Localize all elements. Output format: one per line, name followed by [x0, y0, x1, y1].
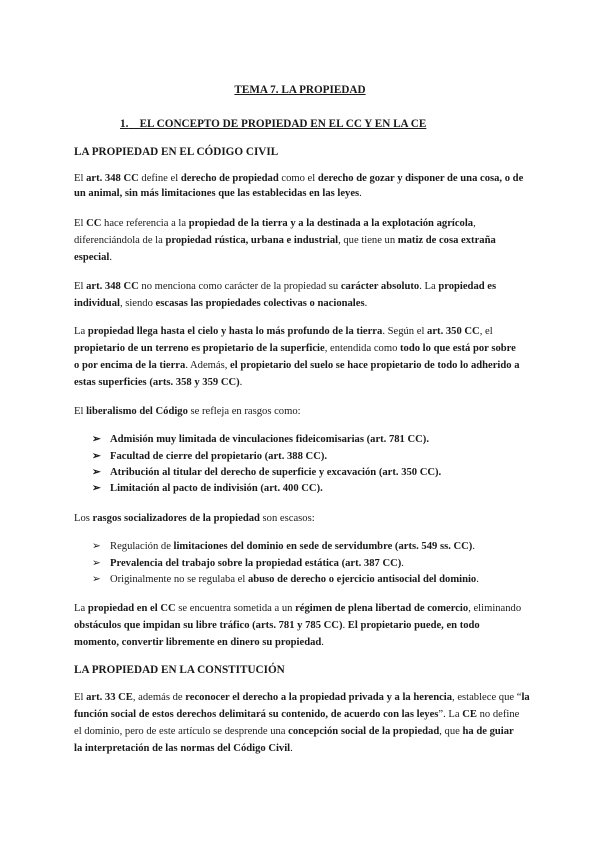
arrow-bullet-icon: ➢: [92, 483, 101, 494]
paragraph-6: Los rasgos socializadores de la propiedad son escasos:: [74, 513, 315, 524]
list-2-item: ➢ Regulación de limitaciones del dominio en sede de servidumbre (arts. 549 ss. CC).: [92, 541, 475, 552]
list-1-item: ➢ Limitación al pacto de indivisión (art. 400 CC).: [92, 483, 323, 494]
arrow-bullet-icon: ➢: [92, 434, 101, 445]
list-1-item: ➢ Facultad de cierre del propietario (art. 388 CC).: [92, 451, 328, 462]
arrow-bullet-icon: ➢: [92, 451, 101, 462]
heading-codigo-civil: LA PROPIEDAD EN EL CÓDIGO CIVIL: [74, 146, 279, 158]
paragraph-8-line-4: la interpretación de las normas del Código Civil.: [74, 743, 293, 754]
paragraph-2-line-3: especial.: [74, 252, 112, 263]
list-2-item: ➢ Originalmente no se regulaba el abuso de derecho o ejercicio antisocial del dominio.: [92, 574, 479, 585]
paragraph-8-line-1: El art. 33 CE, además de reconocer el derecho a la propiedad privada y a la herencia, establece que “la: [74, 692, 530, 703]
paragraph-2-line-2: diferenciándola de la propiedad rústica, urbana e industrial, que tiene un matiz de cosa extraña: [74, 235, 496, 246]
paragraph-7-line-2: obstáculos que impidan su libre tráfico (arts. 781 y 785 CC). El propietario puede, en todo: [74, 620, 480, 631]
section-heading-1: [120, 117, 426, 131]
list-2-item: ➢ Prevalencia del trabajo sobre la propiedad estática (art. 387 CC).: [92, 558, 404, 569]
paragraph-1-line-1: El art. 348 CC define el derecho de propiedad como el derecho de gozar y disponer de una cosa, o de: [74, 173, 524, 184]
paragraph-4-line-3: o por encima de la tierra. Además, el propietario del suelo se hace propietario de todo lo adherido a: [74, 360, 520, 371]
paragraph-5: El liberalismo del Código se refleja en rasgos como:: [74, 406, 301, 417]
document-title: TEMA 7. LA PROPIEDAD: [234, 84, 366, 96]
section-number: 1.: [120, 118, 129, 130]
arrow-bullet-icon: ➢: [92, 467, 101, 478]
arrow-bullet-icon: ➢: [92, 541, 101, 552]
paragraph-3-line-1: El art. 348 CC no menciona como carácter de la propiedad su carácter absoluto. La propiedad es: [74, 281, 497, 292]
arrow-bullet-icon: ➢: [92, 574, 101, 585]
paragraph-3-line-2: individual, siendo escasas las propiedades colectivas o nacionales.: [74, 298, 368, 309]
list-1-item: ➢ Admisión muy limitada de vinculaciones fideicomisarias (art. 781 CC).: [92, 434, 429, 445]
paragraph-8-line-3: el dominio, pero de este artículo se desprende una concepción social de la propiedad, que ha de guiar: [74, 726, 514, 737]
paragraph-4-line-1: La propiedad llega hasta el cielo y hasta lo más profundo de la tierra. Según el art. 350 CC, el: [74, 326, 493, 337]
paragraph-2-line-1: El CC hace referencia a la propiedad de la tierra y a la destinada a la explotación agrícola,: [74, 218, 476, 229]
heading-constitucion: LA PROPIEDAD EN LA CONSTITUCIÓN: [74, 664, 285, 676]
section-label: EL CONCEPTO DE PROPIEDAD EN EL CC Y EN LA CE: [139, 118, 427, 130]
paragraph-7-line-3: momento, convertir libremente en dinero su propiedad.: [74, 637, 324, 648]
paragraph-8-line-2: función social de estos derechos delimitará su contenido, de acuerdo con las leyes”. La CE no define: [74, 709, 520, 720]
arrow-bullet-icon: ➢: [92, 558, 101, 569]
list-1-item: ➢ Atribución al titular del derecho de superficie y excavación (art. 350 CC).: [92, 467, 442, 478]
paragraph-7-line-1: La propiedad en el CC se encuentra sometida a un régimen de plena libertad de comercio, eliminando: [74, 603, 522, 614]
paragraph-1-line-2: un animal, sin más limitaciones que las establecidas en las leyes.: [74, 188, 362, 199]
paragraph-4-line-4: estas superficies (arts. 358 y 359 CC).: [74, 377, 243, 388]
paragraph-4-line-2: propietario de un terreno es propietario de la superficie, entendida como todo lo que está por sobre: [74, 343, 516, 354]
